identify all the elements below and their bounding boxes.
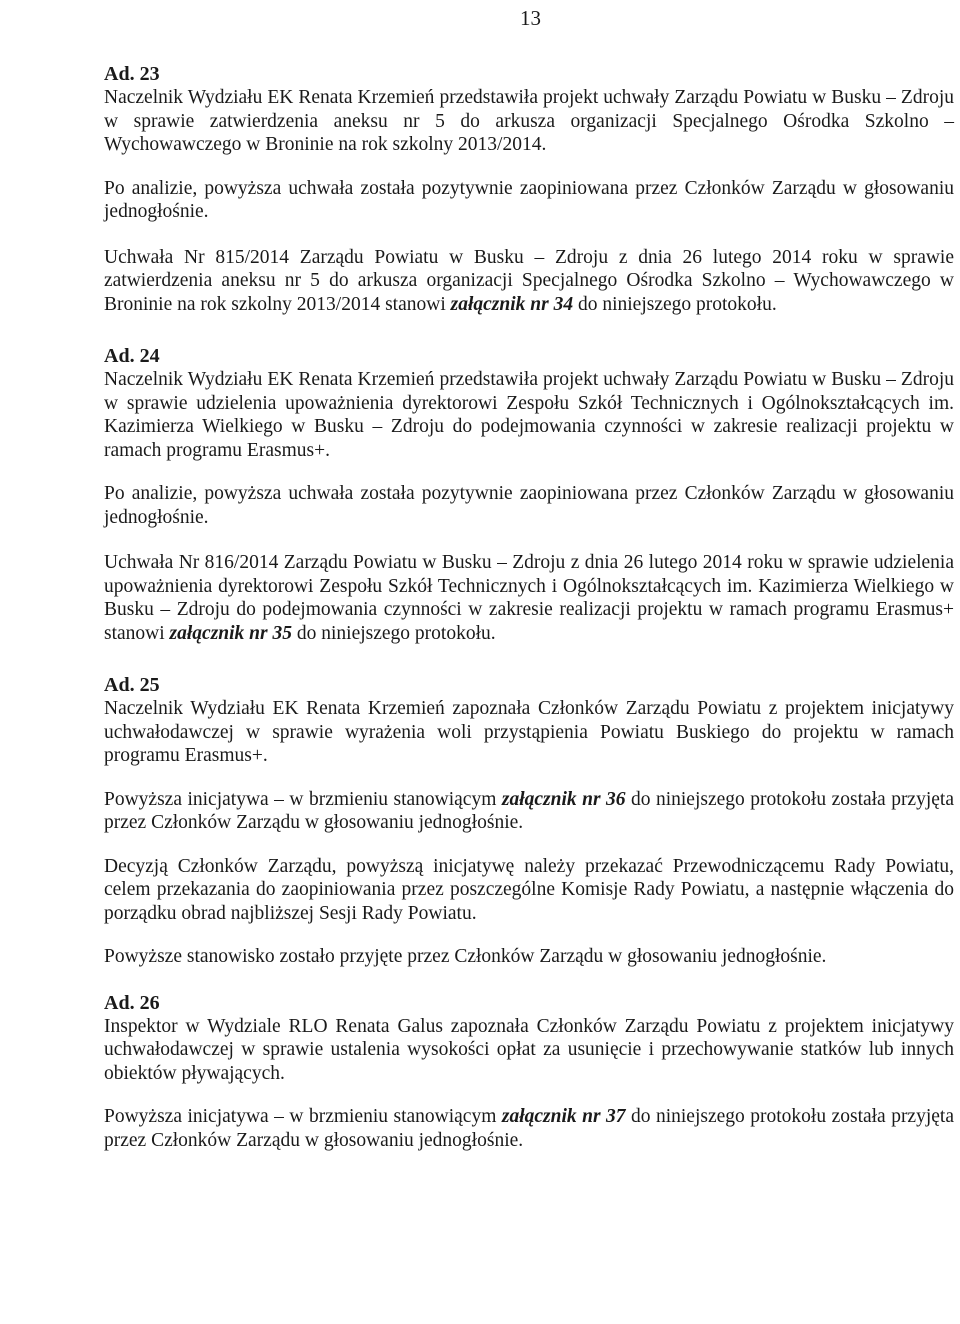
section-heading: Ad. 23 <box>104 63 160 85</box>
section-ad-26 <box>104 991 954 1153</box>
section-ad-25 <box>104 673 954 969</box>
paragraph: Naczelnik Wydziału EK Renata Krzemień przedstawiła projekt uchwały Zarządu Powiatu w Busku – Zdroju w sprawie udzielenia upoważnienia dyrektorowi Zespołu Szkół Technicznych i Ogólnokształcących im. Kazimierza Wielkiego w Busku – Zdroju do podejmowania czynności w zakresie realizacji projektu w ramach programu Erasmus+. <box>104 369 954 461</box>
text-run: do niniejszego protokołu została przyjęta przez Członków Zarządu w głosowaniu jednogłośnie. <box>104 788 954 833</box>
paragraph: Inspektor w Wydziale RLO Renata Galus zapoznała Członków Zarządu Powiatu z projektem inicjatywy uchwałodawczej w sprawie ustalenia wysokości opłat za usunięcie i przechowywanie statków lub innych obiektów pływających. <box>104 1015 954 1084</box>
text-run: Uchwała Nr 815/2014 Zarządu Powiatu w Busku – Zdroju z dnia 26 lutego 2014 roku w sprawie zatwierdzenia aneksu nr 5 do arkusza organizacji Specjalnego Ośrodka Szkolno – Wychowawczego w Broninie na rok szkolny 2013/2014 stanowi <box>104 246 954 315</box>
text-run: Uchwała Nr 816/2014 Zarządu Powiatu w Busku – Zdroju z dnia 26 lutego 2014 roku w sprawie udzielenia upoważnienia dyrektorowi Zespołu Szkół Technicznych i Ogólnokształcących im. Kazimierza Wielkiego w Busku – Zdroju do podejmowania czynności w zakresie realizacji projektu w ramach programu Erasmus+ stanowi <box>104 552 954 644</box>
section-heading: Ad. 26 <box>104 991 160 1014</box>
paragraph: Po analizie, powyższa uchwała została pozytywnie zaopiniowana przez Członków Zarządu w głosowaniu jednogłośnie. <box>104 177 954 222</box>
attachment-reference: załącznik nr 34 <box>450 293 574 315</box>
section-ad-24 <box>104 344 954 645</box>
paragraph: Powyższe stanowisko zostało przyjęte przez Członków Zarządu w głosowaniu jednogłośnie. <box>104 946 827 967</box>
paragraph <box>104 788 954 835</box>
attachment-reference: załącznik nr 37 <box>501 1106 626 1127</box>
paragraph: Naczelnik Wydziału EK Renata Krzemień zapoznała Członków Zarządu Powiatu z projektem inicjatywy uchwałodawczej w sprawie wyrażenia woli przystąpienia Powiatu Buskiego do projektu w ramach programu Erasmus+. <box>104 698 954 766</box>
text-run: Powyższa inicjatywa – w brzmieniu stanowiącym <box>104 788 502 810</box>
document-body <box>104 62 954 1152</box>
page-number: 13 <box>520 6 541 30</box>
section-heading: Ad. 24 <box>104 345 160 367</box>
paragraph <box>104 551 954 645</box>
paragraph: Po analizie, powyższa uchwała została pozytywnie zaopiniowana przez Członków Zarządu w głosowaniu jednogłośnie. <box>104 483 954 528</box>
section-ad-23 <box>104 62 954 316</box>
text-run: do niniejszego protokołu. <box>573 293 777 315</box>
paragraph <box>104 1105 954 1152</box>
section-heading: Ad. 25 <box>104 674 160 696</box>
text-run: do niniejszego protokołu została przyjęta przez Członków Zarządu w głosowaniu jednogłośnie. <box>104 1106 954 1151</box>
text-run: Powyższa inicjatywa – w brzmieniu stanowiącym <box>104 1106 502 1127</box>
text-run: do niniejszego protokołu. <box>292 622 496 644</box>
attachment-reference: załącznik nr 36 <box>501 788 626 810</box>
paragraph <box>104 246 954 317</box>
paragraph: Naczelnik Wydziału EK Renata Krzemień przedstawiła projekt uchwały Zarządu Powiatu w Busku – Zdroju w sprawie zatwierdzenia aneksu nr 5 do arkusza organizacji Specjalnego Ośrodka Szkolno – Wychowawczego w Broninie na rok szkolny 2013/2014. <box>104 87 954 155</box>
paragraph: Decyzją Członków Zarządu, powyższą inicjatywę należy przekazać Przewodniczącemu Rady Powiatu, celem przekazania do zaopiniowania przez poszczególne Komisje Rady Powiatu, a następnie włączenia do porządku obrad najbliższej Sesji Rady Powiatu. <box>104 855 954 924</box>
attachment-reference: załącznik nr 35 <box>169 622 292 644</box>
